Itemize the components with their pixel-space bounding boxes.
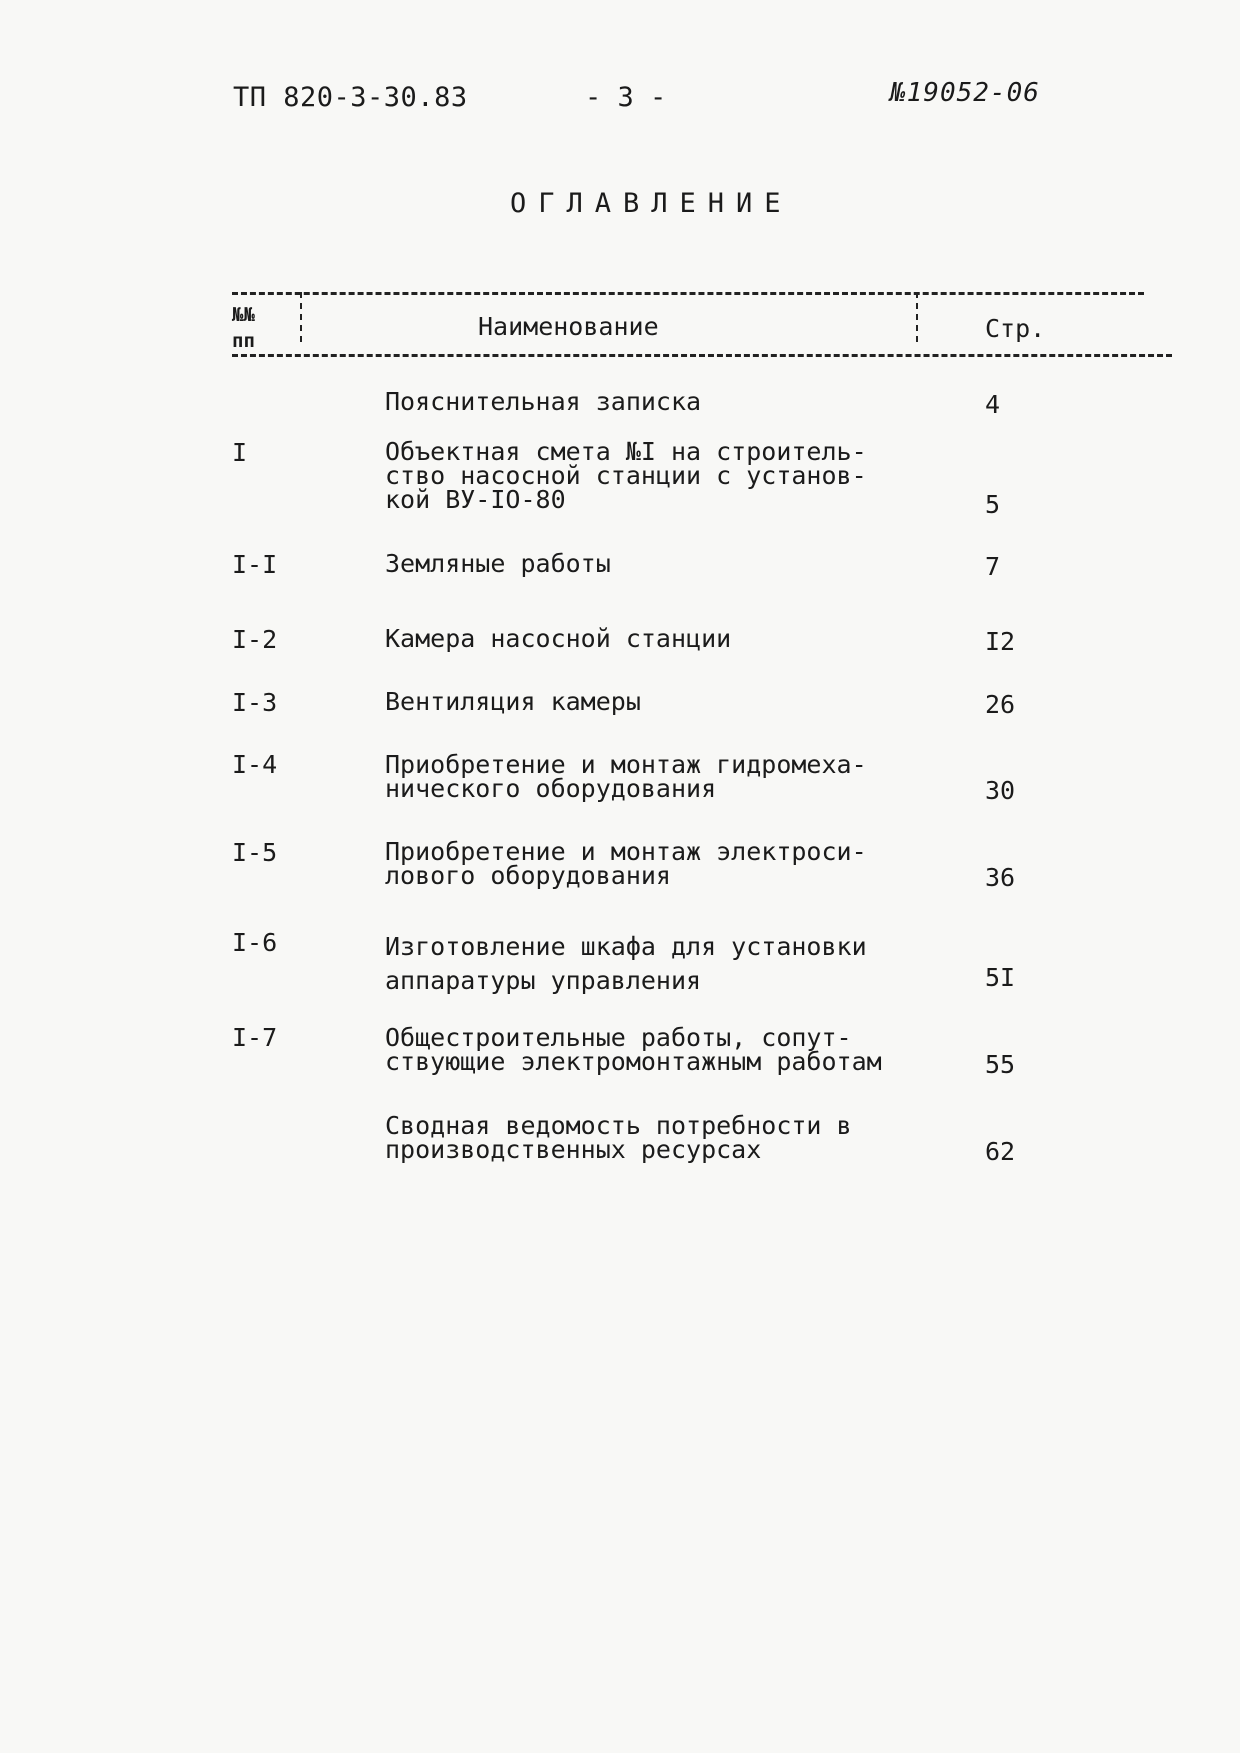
row-number: I-5 [232, 838, 278, 867]
row-name: Общестроительные работы, сопут- ствующие электромонтажным работам [385, 1023, 882, 1076]
column-divider-right [916, 292, 918, 342]
page-number: - 3 - [585, 82, 667, 113]
row-number: I-7 [232, 1023, 278, 1052]
row-number: I-I [232, 550, 278, 579]
column-divider-left [300, 292, 302, 342]
row-page: 7 [985, 552, 1001, 581]
row-name: Приобретение и монтаж электроси- лового оборудования [385, 837, 867, 890]
inventory-number: №19052-06 [890, 78, 1040, 108]
header-name: Наименование [478, 312, 659, 341]
header-number: №№ пп [232, 304, 255, 352]
row-name: Пояснительная записка [385, 387, 702, 416]
row-number: I-3 [232, 688, 278, 717]
row-number: I-4 [232, 750, 278, 779]
row-name: Объектная смета №I на строитель- ство насосной станции с установ- кой ВУ-IO-80 [385, 437, 867, 514]
row-name: Земляные работы [385, 549, 611, 578]
row-number: I [232, 438, 248, 467]
row-page: 36 [985, 863, 1016, 892]
row-page: 30 [985, 776, 1016, 805]
row-number: I-6 [232, 928, 278, 957]
header-page: Стр. [985, 314, 1046, 343]
row-page: I2 [985, 627, 1016, 656]
row-name: Камера насосной станции [385, 624, 732, 653]
page-title: ОГЛАВЛЕНИЕ [510, 188, 793, 219]
document-code: ТП 820-3-30.83 [233, 82, 468, 113]
row-name: Изготовление шкафа для установки аппаратуры управления [385, 932, 867, 995]
row-page: 26 [985, 690, 1016, 719]
table-header-rule [232, 354, 1172, 357]
row-page: 4 [985, 390, 1001, 419]
table-top-rule [232, 292, 1144, 295]
row-page: 62 [985, 1137, 1016, 1166]
row-name: Вентиляция камеры [385, 687, 641, 716]
row-name: Приобретение и монтаж гидромеха- нического оборудования [385, 750, 867, 803]
row-page: 5 [985, 490, 1001, 519]
row-page: 55 [985, 1050, 1016, 1079]
row-name: Сводная ведомость потребности в производственных ресурсах [385, 1111, 852, 1164]
row-number: I-2 [232, 625, 278, 654]
row-page: 5I [985, 963, 1016, 992]
